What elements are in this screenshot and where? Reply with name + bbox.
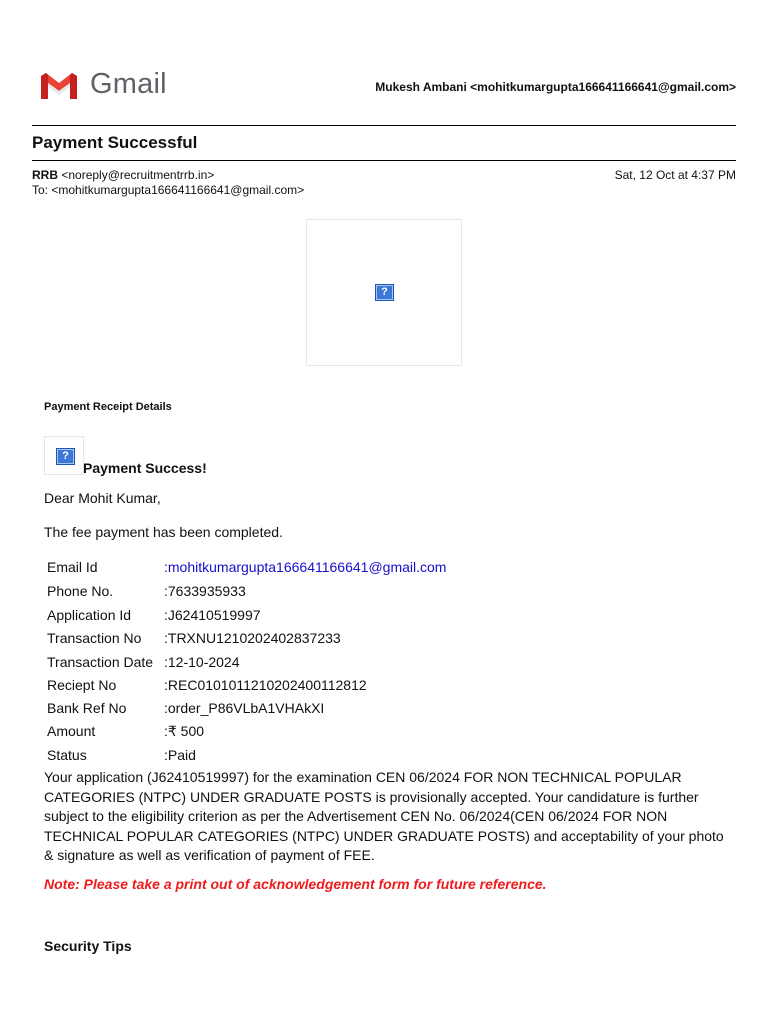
row-value-transaction: :TRXNU1210202402837233	[164, 630, 341, 646]
row-value-receipt: :REC0101011210202400112812	[164, 677, 367, 693]
completed-message: The fee payment has been completed.	[44, 524, 283, 540]
recipient-line: To: <mohitkumargupta166641166641@gmail.com>	[32, 183, 305, 197]
broken-image-icon: ?	[56, 448, 75, 465]
row-label-phone: Phone No.	[47, 583, 114, 599]
gmail-wordmark: Gmail	[90, 68, 167, 100]
row-value-phone: :7633935933	[164, 583, 246, 599]
row-label-status: Status	[47, 747, 87, 763]
row-label-email: Email Id	[47, 559, 98, 575]
success-title: Payment Success!	[83, 460, 207, 476]
colon: :	[164, 559, 168, 575]
broken-image-icon: ?	[375, 284, 394, 301]
row-value-email	[164, 559, 446, 575]
sender-name: RRB	[32, 168, 58, 182]
divider	[32, 160, 736, 161]
email-date: Sat, 12 Oct at 4:37 PM	[614, 168, 736, 182]
gmail-logo-icon	[38, 70, 80, 102]
row-label-transaction: Transaction No	[47, 630, 142, 646]
row-value-amount: :₹ 500	[164, 723, 205, 739]
row-label-transaction-date: Transaction Date	[47, 654, 154, 670]
application-message: Your application (J62410519997) for the examination CEN 06/2024 FOR NON TECHNICAL POPULAR CATEGORIES (NTPC) UNDER GRADUATE POSTS is provisionally accepted. Your candidature is further subject to the eligibility criterion as per the Advertisement CEN No. 06/2024(CEN 06/2024 FOR NON TECHNICAL POPULAR CATEGORIES (NTPC) UNDER GRADUATE POSTS) and acceptability of your photo & signature as well as verification of payment of FEE.	[44, 769, 724, 864]
row-value-status: :Paid	[164, 747, 196, 763]
email-link[interactable]: mohitkumargupta166641166641@gmail.com	[167, 559, 447, 575]
sender-line	[32, 168, 214, 182]
greeting: Dear Mohit Kumar,	[44, 490, 161, 506]
row-value-bank-ref: :order_P86VLbA1VHAkXI	[164, 700, 325, 716]
account-name: Mukesh Ambani <mohitkumargupta166641166641@gmail.com>	[375, 80, 736, 94]
row-value-transaction-date: :12-10-2024	[164, 654, 240, 670]
row-label-amount: Amount	[47, 723, 96, 739]
sender-address: <noreply@recruitmentrrb.in>	[61, 168, 215, 182]
security-tips-heading: Security Tips	[44, 938, 132, 954]
divider	[32, 125, 736, 126]
row-label-bank-ref: Bank Ref No	[47, 700, 127, 716]
success-image-placeholder	[44, 436, 84, 475]
banner-image-placeholder	[306, 219, 462, 366]
row-value-application: :J62410519997	[164, 607, 261, 623]
row-label-application: Application Id	[47, 607, 132, 623]
row-label-receipt: Reciept No	[47, 677, 117, 693]
print-note: Note: Please take a print out of acknowledgement form for future reference.	[44, 876, 547, 892]
email-subject: Payment Successful	[32, 133, 198, 152]
receipt-heading: Payment Receipt Details	[44, 401, 172, 413]
